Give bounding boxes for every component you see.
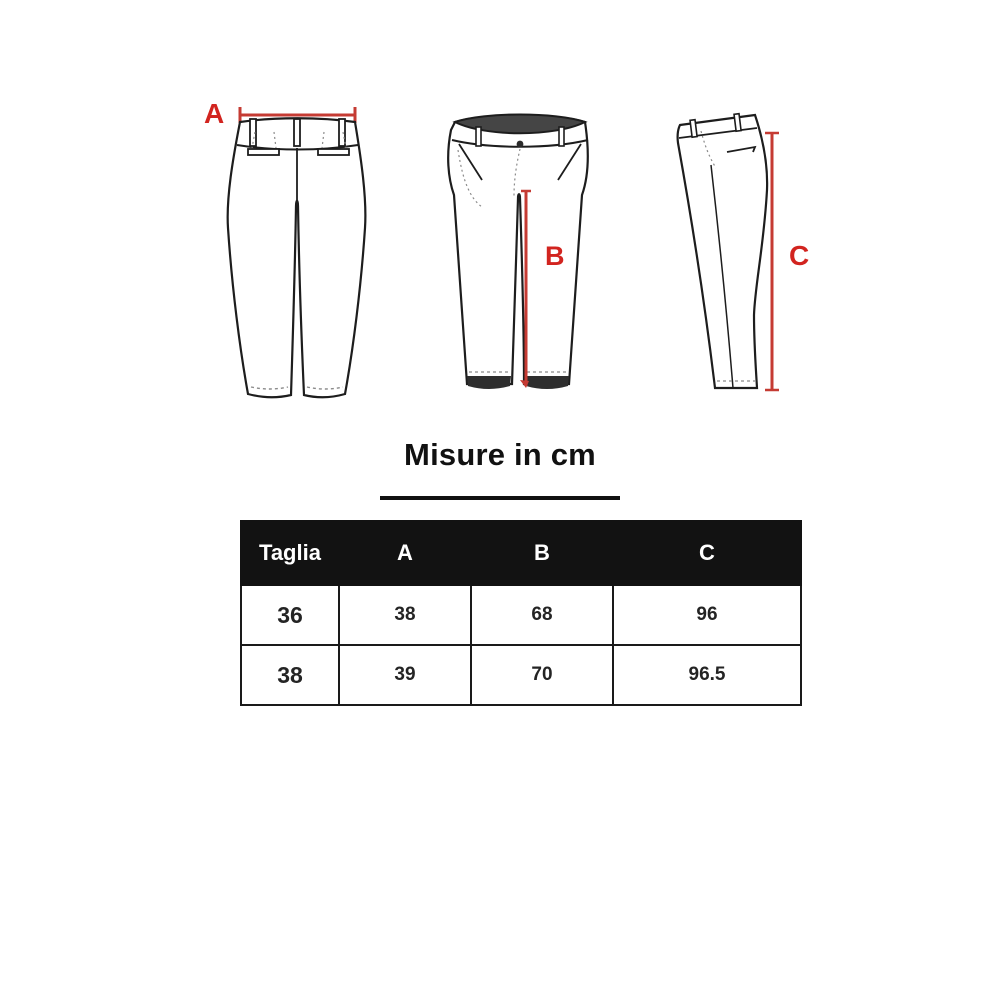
cell-b: 68 [471,585,613,645]
size-table [240,520,802,706]
header-cell-taglia: Taglia [241,521,339,585]
pants-front-view-drawing [430,100,610,400]
pants-front-view [430,100,610,400]
header-cell-a: A [339,521,471,585]
cell-a: 38 [339,585,471,645]
size-table-header-row [241,521,801,585]
table-row-size-38 [241,645,801,705]
cell-b: 70 [471,645,613,705]
page-title: Misure in cm [404,437,596,472]
pants-back-view-drawing [195,88,430,413]
header-cell-c: C [613,521,801,585]
left-hem [467,376,511,389]
cell-taglia: 38 [241,645,339,705]
measure-label-a: A [204,98,225,129]
cell-taglia: 36 [241,585,339,645]
waistband-button [517,141,524,148]
title-underline [380,496,620,500]
table-row-size-36 [241,585,801,645]
cell-c: 96.5 [613,645,801,705]
cell-a: 39 [339,645,471,705]
measure-label-b: B [545,241,565,271]
header-cell-b: B [471,521,613,585]
measure-label-c: C [789,240,810,271]
right-hem [525,376,569,389]
pants-back-view [195,88,430,413]
cell-c: 96 [613,585,801,645]
